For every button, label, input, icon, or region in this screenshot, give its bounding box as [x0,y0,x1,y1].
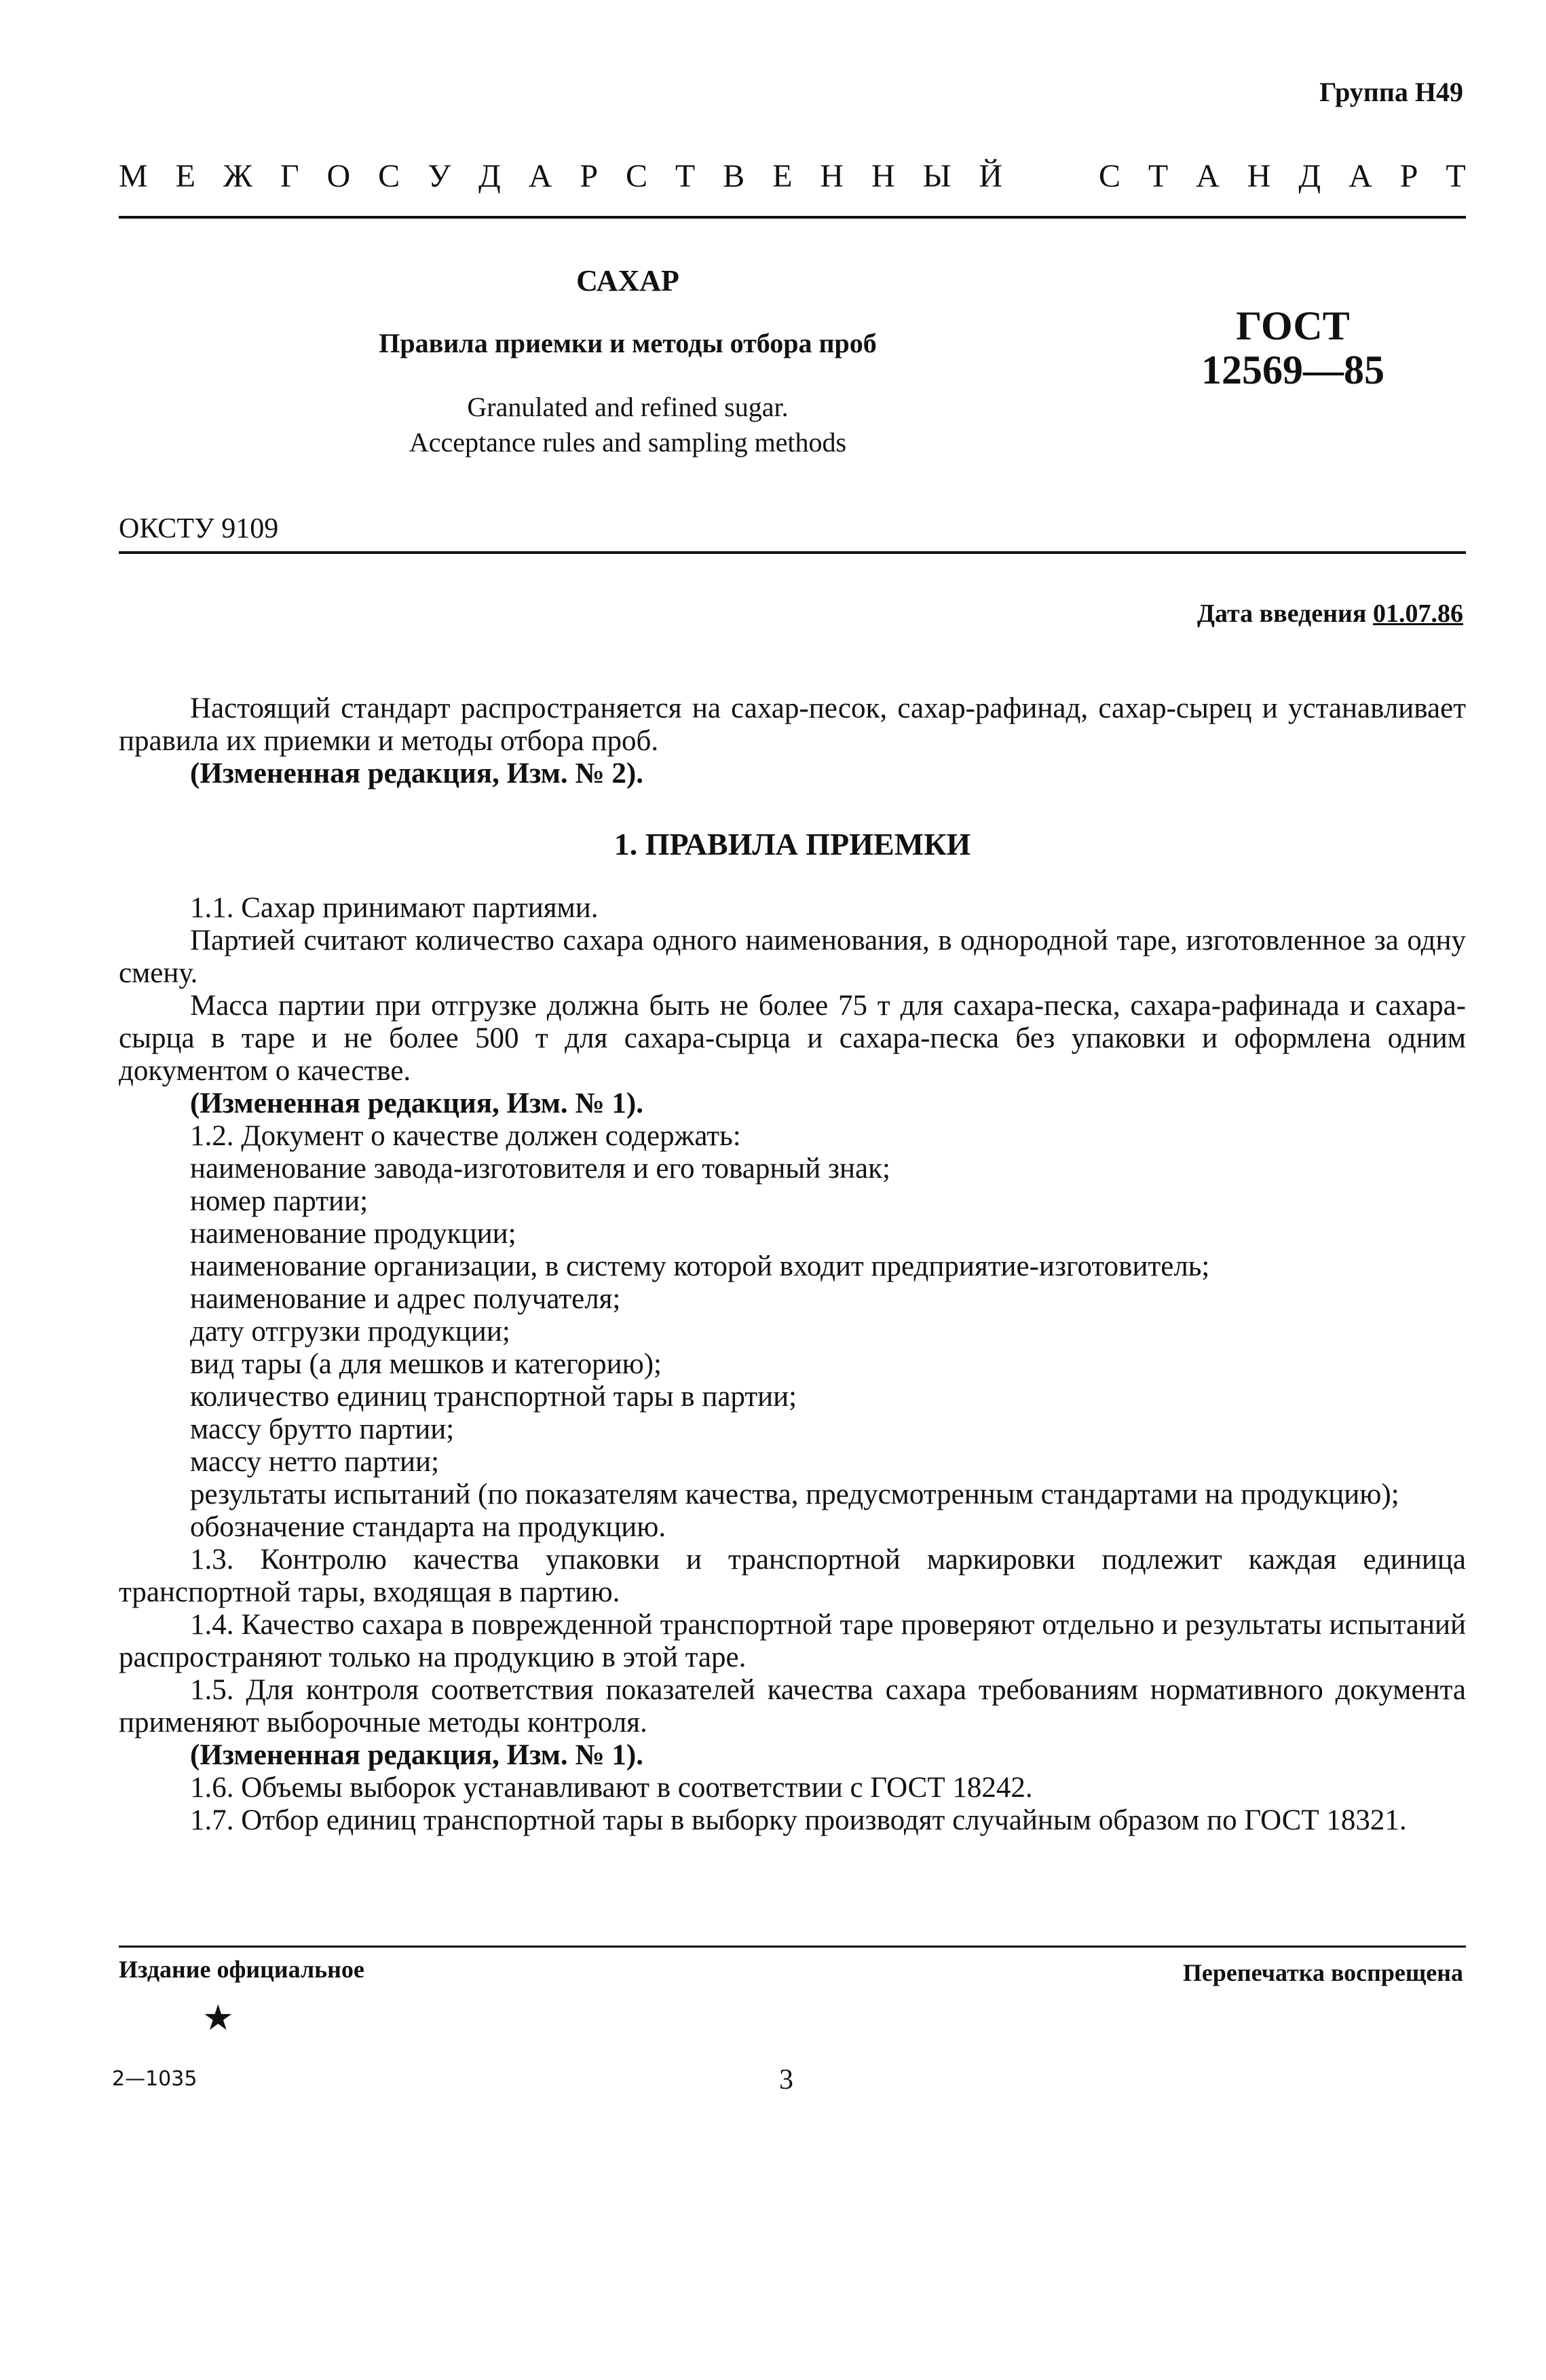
clause-1-5: 1.5. Для контроля соответствия показателей качества сахара требованиям нормативного документа применяют выборочные методы контроля. [119,1674,1466,1738]
banner-letter: О [326,158,351,194]
clause-1-6: 1.6. Объемы выборок устанавливают в соответствии с ГОСТ 18242. [190,1772,1033,1804]
banner-letter: Е [175,158,195,194]
list-item: наименование и адрес получателя; [190,1283,621,1315]
banner-letter: М [119,158,148,194]
effective-date-label: Дата введения [1196,599,1367,628]
print-code: 2—1035 [112,2067,197,2091]
reprint-prohibited-note: Перепечатка воспрещена [1182,1959,1463,1986]
clause-1-1-batch: Партией считают количество сахара одного наименования, в однородной таре, изготовленное за одну смену. [119,925,1466,989]
list-item: номер партии; [190,1185,369,1217]
list-item: количество единиц транспортной тары в партии; [190,1381,797,1413]
banner-letter: С [1098,158,1120,194]
clause-1-1-mass: Масса партии при отгрузке должна быть не более 75 т для сахара-песка, сахара-рафинада и сахара-сырца в таре и не более 500 т для сахара-сырца и сахара-песка без упаковки и оформлена одним документом о качестве. [119,990,1466,1087]
official-edition-note: Издание официальное [119,1956,364,1983]
group-code: Группа Н49 [1319,77,1463,107]
banner-letter: Г [280,158,299,194]
banner-letter: Т [1446,158,1466,194]
english-title-line: Acceptance rules and sampling methods [409,427,847,458]
banner-letter: Р [1399,158,1418,194]
amendment-note: (Измененная редакция, Изм. № 1). [190,1087,643,1119]
clause-1-2: 1.2. Документ о качестве должен содержать: [190,1120,741,1152]
banner-letter: Ж [223,158,252,194]
document-subtitle: Правила приемки и методы отбора проб [379,328,877,358]
effective-date-value: 01.07.86 [1373,599,1463,628]
banner-letter: У [428,158,451,194]
banner-letter: С [625,158,647,194]
page-number: 3 [779,2064,793,2096]
effective-date [1197,599,1463,629]
banner-letter: Е [772,158,793,194]
banner-letter: Т [1148,158,1169,194]
intro-paragraph: Настоящий стандарт распространяется на сахар-песок, сахар-рафинад, сахар-сырец и устанавливает правила их приемки и методы отбора проб. [119,692,1466,757]
gost-label: ГОСТ [1236,303,1350,348]
banner-letter: Н [871,158,895,194]
list-item: дату отгрузки продукции; [190,1316,510,1347]
banner-letter: В [723,158,745,194]
list-item: обозначение стандарта на продукцию. [190,1511,666,1543]
banner-letter: Н [820,158,844,194]
star-icon: ★ [202,1999,234,2038]
section-heading: 1. ПРАВИЛА ПРИЕМКИ [614,827,971,861]
banner-letter: С [378,158,400,194]
banner-letter: Д [1298,158,1321,194]
title-rule [119,551,1466,554]
banner-letter: А [528,158,552,194]
list-item: наименование продукции; [190,1218,516,1250]
banner-letter: Й [979,158,1003,194]
list-item: результаты испытаний (по показателям качества, предусмотренным стандартами на продукцию); [190,1479,1399,1510]
list-item: наименование организации, в систему которой входит предприятие-изготовитель; [190,1250,1210,1282]
english-title [312,390,943,460]
clause-1-4: 1.4. Качество сахара в поврежденной транспортной таре проверяют отдельно и результаты испытаний распространяют только на продукцию в этой таре. [119,1609,1466,1673]
banner-letter: Д [478,158,501,194]
header-rule [119,216,1466,219]
gost-number: 12569—85 [1201,348,1384,392]
list-item: наименование завода-изготовителя и его товарный знак; [190,1153,890,1185]
classification-code: ОКСТУ 9109 [119,513,279,544]
standard-banner [119,157,1466,195]
banner-letter: Т [675,158,696,194]
document-title: САХАР [576,264,679,297]
clause-1-3: 1.3. Контролю качества упаковки и транспортной маркировки подлежит каждая единица транспортной тары, входящая в партию. [119,1544,1466,1608]
banner-space [1030,157,1071,195]
list-item: массу брутто партии; [190,1413,455,1445]
amendment-note: (Измененная редакция, Изм. № 2). [190,758,643,789]
clause-1-1: 1.1. Сахар принимают партиями. [190,892,599,924]
banner-letter: Н [1247,158,1271,194]
banner-letter: А [1196,158,1220,194]
english-title-line: Granulated and refined sugar. [467,392,789,422]
banner-letter: Р [580,158,599,194]
clause-1-7: 1.7. Отбор единиц транспортной тары в выборку производят случайным образом по ГОСТ 18321. [190,1804,1407,1836]
list-item: вид тары (а для мешков и категорию); [190,1348,662,1380]
banner-letter: Ы [922,158,951,194]
banner-letter: А [1349,158,1372,194]
amendment-note: (Измененная редакция, Изм. № 1). [190,1739,643,1771]
footer-rule [119,1946,1466,1948]
list-item: массу нетто партии; [190,1446,440,1478]
document-body [119,692,1466,1837]
